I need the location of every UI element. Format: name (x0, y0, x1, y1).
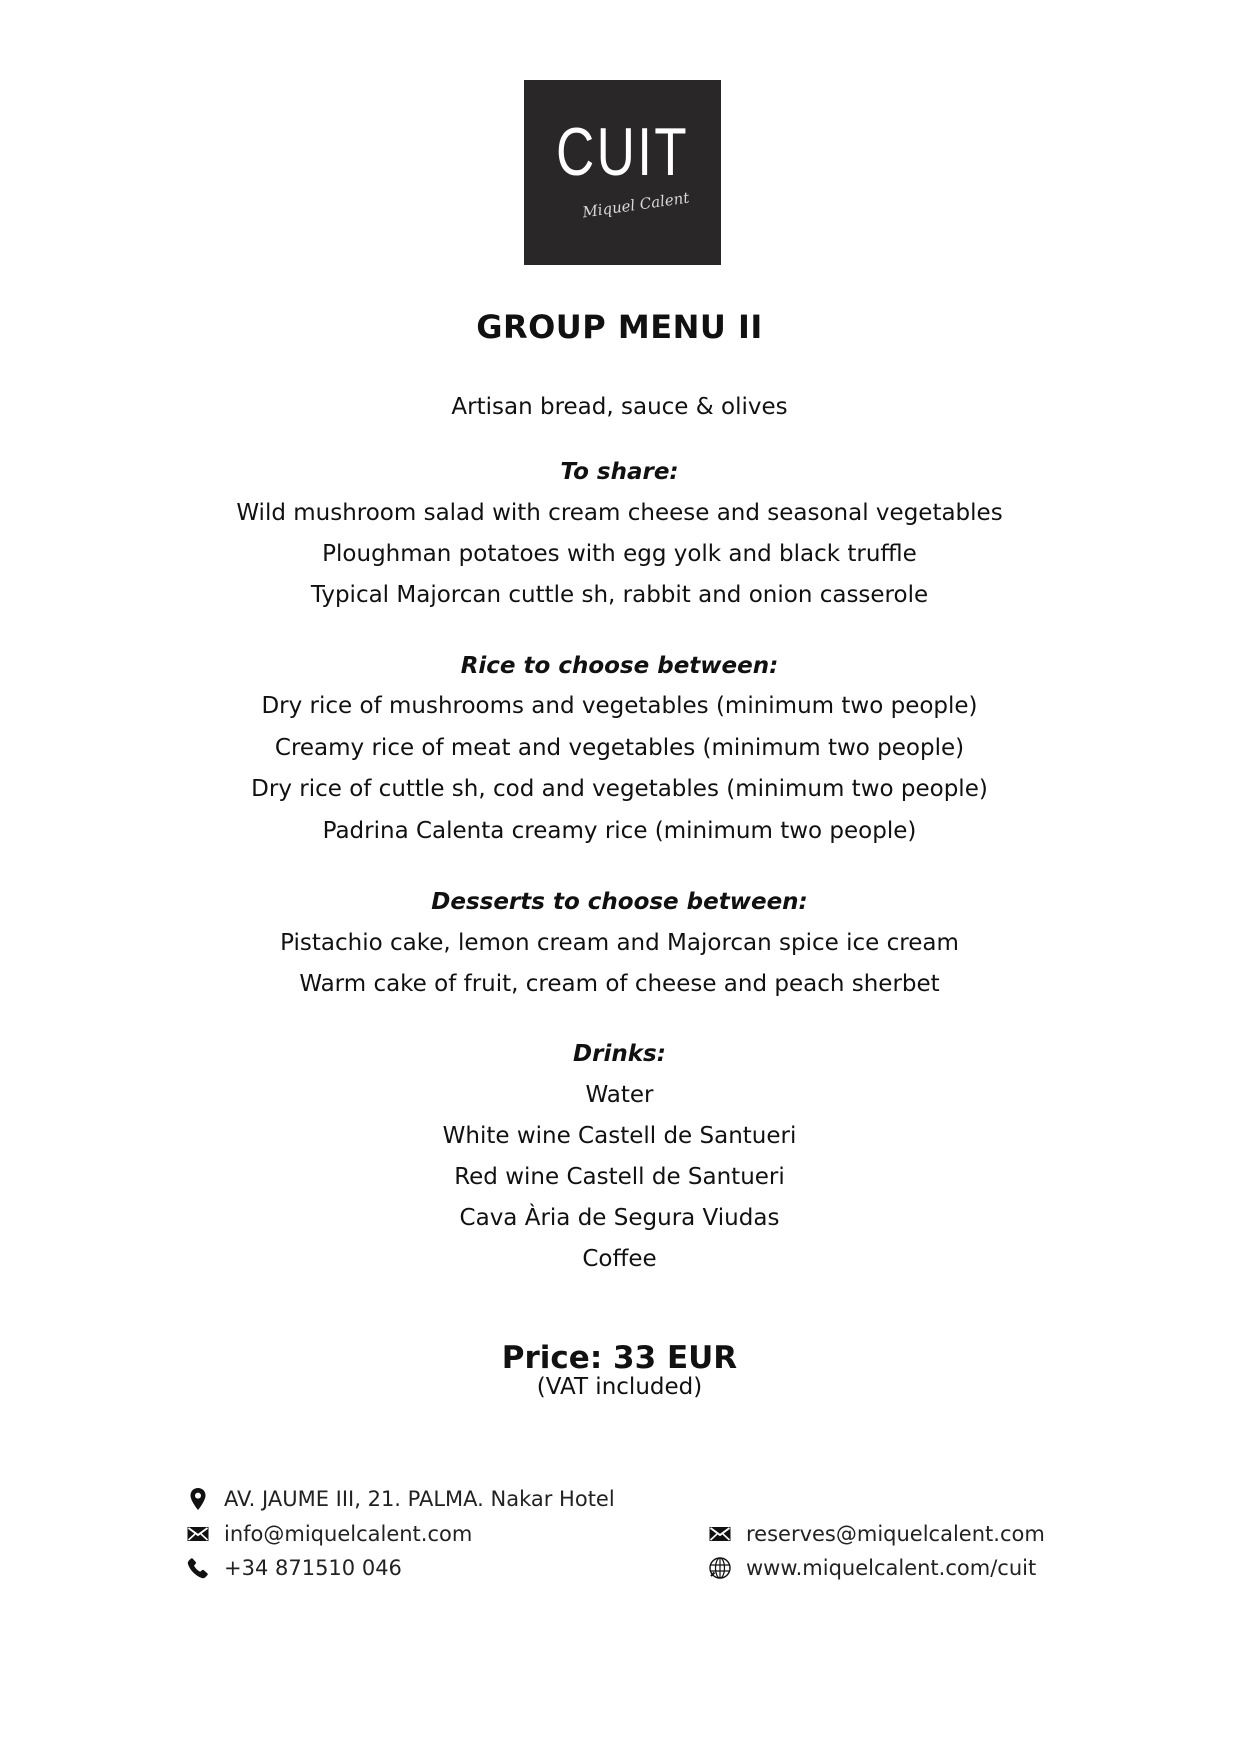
envelope-icon (708, 1522, 732, 1546)
website-row (708, 1556, 1036, 1580)
address-row (186, 1487, 615, 1511)
phone-icon (186, 1556, 210, 1580)
logo-signature: Miquel Calent (581, 188, 691, 222)
location-pin-icon (186, 1487, 210, 1511)
phone-row (186, 1556, 402, 1580)
intro-line: Artisan bread, sauce & olives (451, 394, 788, 420)
vat-note: (VAT included) (536, 1374, 703, 1400)
menu-item: Dry rice of mushrooms and vegetables (minimum two people) (261, 693, 978, 719)
drink-item: Cava Ària de Segura Viudas (459, 1205, 780, 1231)
price-label: Price: 33 EUR (501, 1340, 738, 1376)
email-reserves-row (708, 1522, 1045, 1546)
page-title: GROUP MENU II (476, 308, 763, 346)
info-email[interactable]: info@miquelcalent.com (224, 1522, 473, 1546)
menu-item: Padrina Calenta creamy rice (minimum two people) (322, 818, 917, 844)
globe-icon (708, 1556, 732, 1580)
menu-item: Warm cake of fruit, cream of cheese and peach sherbet (299, 971, 940, 997)
envelope-icon (186, 1522, 210, 1546)
reserves-email[interactable]: reserves@miquelcalent.com (746, 1522, 1045, 1546)
drink-item: Water (585, 1082, 654, 1108)
logo-wordmark: CUIT (555, 114, 690, 190)
drink-item: Red wine Castell de Santueri (454, 1164, 785, 1190)
menu-item: Pistachio cake, lemon cream and Majorcan spice ice cream (280, 930, 959, 956)
menu-item: Ploughman potatoes with egg yolk and black truffle (322, 541, 917, 567)
email-info-row (186, 1522, 472, 1546)
menu-item: Wild mushroom salad with cream cheese and seasonal vegetables (236, 500, 1003, 526)
section-heading-desserts: Desserts to choose between: (431, 889, 808, 915)
menu-item: Dry rice of cuttle sh, cod and vegetables (minimum two people) (251, 776, 988, 802)
menu-item: Typical Majorcan cuttle sh, rabbit and onion casserole (310, 582, 929, 608)
restaurant-logo (524, 80, 721, 265)
drink-item: Coffee (582, 1246, 657, 1272)
phone-number[interactable]: +34 871510 046 (224, 1556, 402, 1580)
website-link[interactable]: www.miquelcalent.com/cuit (746, 1556, 1037, 1580)
section-heading-share: To share: (560, 459, 679, 485)
section-heading-drinks: Drinks: (573, 1041, 666, 1067)
section-heading-rice: Rice to choose between: (460, 653, 779, 679)
menu-item: Creamy rice of meat and vegetables (minimum two people) (274, 735, 965, 761)
address-text: AV. JAUME III, 21. PALMA. Nakar Hotel (224, 1487, 615, 1511)
drink-item: White wine Castell de Santueri (442, 1123, 797, 1149)
